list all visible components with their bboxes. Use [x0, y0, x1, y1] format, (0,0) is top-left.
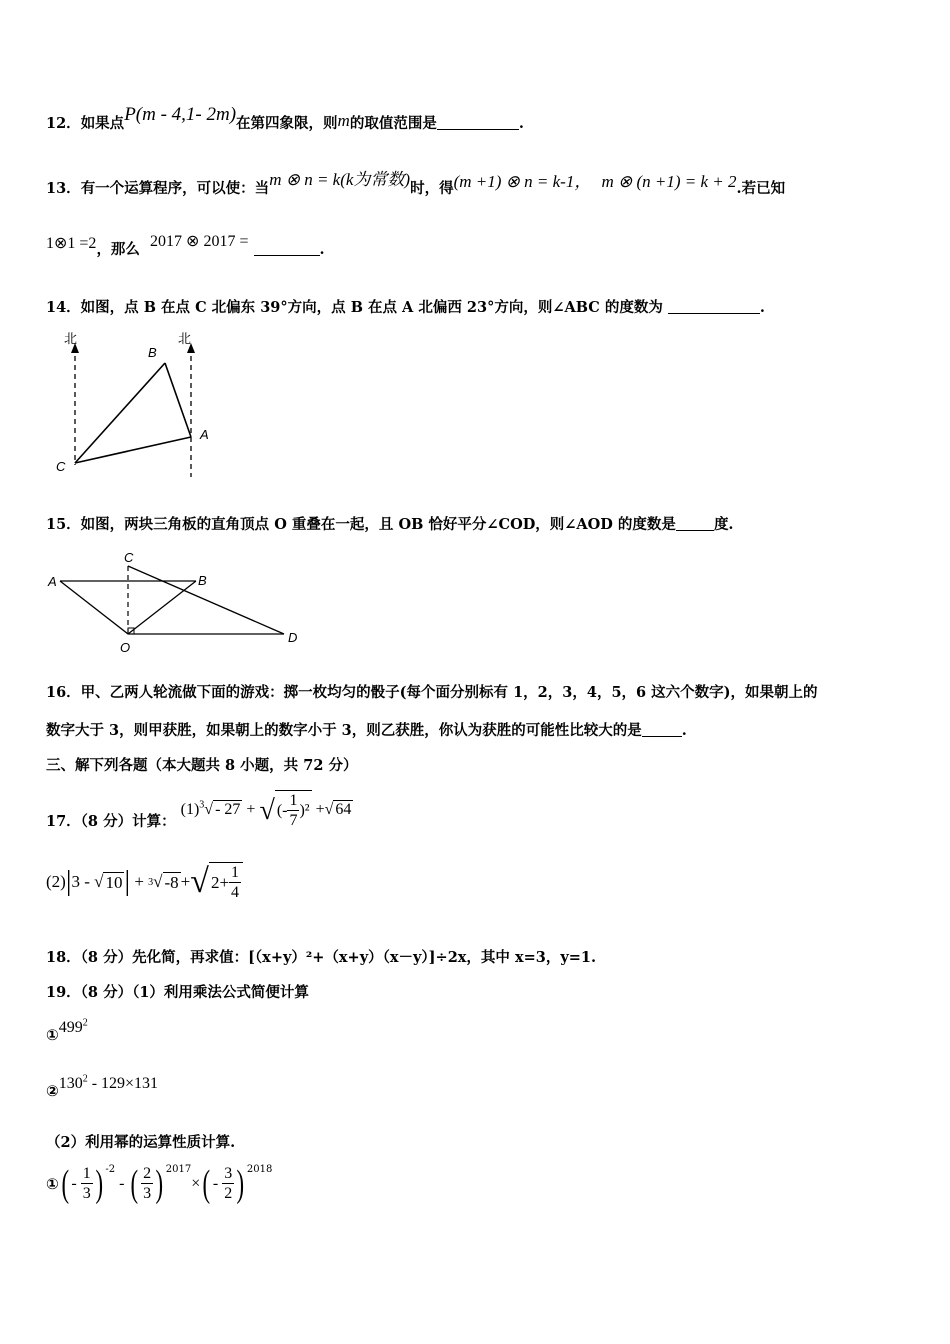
question-16-line2	[46, 719, 687, 740]
math-expression: 1⊗1 =2	[46, 235, 97, 252]
numerator: 1	[289, 792, 298, 809]
label-o: O	[120, 640, 131, 655]
base: 130	[58, 1075, 83, 1093]
operator: +	[246, 800, 256, 818]
question-19-sub2	[46, 1131, 235, 1152]
question-text: 数字大于 3，则甲获胜，如果朝上的数字小于 3，则乙获胜，你认为获胜的可能性比较大的是	[46, 722, 642, 739]
question-text: 如果点	[80, 115, 125, 132]
segment-ba	[165, 363, 191, 437]
question-text: （2）利用幂的运算性质计算.	[46, 1134, 236, 1151]
question-text: 18．（8 分）先化简，再求值：[（x+y）²+（x+y）（x－y）]÷2x，其中 x=3，y=1.	[46, 949, 597, 966]
question-17-part2	[46, 862, 243, 902]
question-12	[46, 104, 524, 134]
answer-blank[interactable]	[254, 241, 320, 256]
math-expression-17-2: (2) | 3 - √ 10 | + 3 √ -8 + √ 2+ $\frac{1}{4}$	[46, 862, 243, 902]
math-variable: m	[337, 111, 350, 130]
question-number: 13．	[46, 180, 81, 197]
figure-14	[48, 325, 223, 485]
denominator: 7	[289, 812, 298, 829]
figure-15	[44, 548, 309, 658]
question-text: ，那么	[96, 241, 140, 258]
label-c: C	[56, 459, 66, 474]
denominator: 2	[224, 1185, 233, 1202]
root-index: 3	[148, 876, 154, 888]
label-d: D	[288, 630, 298, 645]
question-text: 有一个运算程序，可以使：当	[80, 180, 270, 197]
question-number: 12．	[46, 115, 81, 132]
question-16	[46, 681, 818, 702]
base: 499	[58, 1019, 83, 1037]
numerator: 1	[231, 864, 240, 881]
question-number: 17．（8 分）计算：	[46, 812, 176, 830]
part-label: (2)	[46, 872, 66, 891]
question-text: .	[759, 299, 765, 316]
exponent: 2017	[165, 1164, 192, 1175]
math-expression: m ⊗ n = k(k为常数)	[269, 170, 411, 189]
math-expression-19-3: ① ( - $\frac{1}{3}$ ) $^{-2}$ - ( $\frac{2}{3}$ ) $^{2017}$ × ( - $\frac{3}{2}$ ) $^{2018}$	[46, 1162, 273, 1205]
question-text: 14．如图，点 B 在点 C 北偏东 39°方向，点 B 在点 A 北偏西 23°方向，则∠ABC 的度数为	[46, 299, 663, 316]
segment-ob	[128, 581, 196, 634]
exponent: 2	[82, 1074, 88, 1085]
question-text: .若已知	[736, 180, 786, 197]
question-text: 度.	[713, 516, 734, 533]
question-17	[46, 790, 353, 830]
question-13-line2	[46, 233, 325, 259]
question-19-item2	[46, 1074, 159, 1101]
paren: (-	[276, 801, 288, 819]
math-expression: - 129×131	[87, 1075, 159, 1093]
question-13	[46, 170, 786, 198]
question-19-item1	[46, 1018, 88, 1045]
math-expression: (m +1) ⊗ n = k-1，	[453, 172, 592, 191]
answer-blank[interactable]	[437, 115, 519, 130]
root-index: 3	[199, 799, 205, 811]
exponent: -2	[105, 1164, 116, 1175]
question-18	[46, 946, 596, 967]
question-text: 在第四象限，则	[236, 115, 338, 132]
segment-cb	[75, 363, 165, 463]
exponent: 2	[82, 1018, 88, 1029]
question-text: .	[319, 241, 325, 258]
answer-blank[interactable]	[676, 516, 714, 531]
label-b: B	[148, 345, 157, 360]
denominator: 3	[82, 1185, 91, 1202]
question-19	[46, 981, 309, 1002]
question-text: .	[518, 115, 524, 132]
numerator: 3	[224, 1165, 233, 1182]
question-text: 时，得	[410, 180, 454, 197]
math-expression-17-1: $(1)^3√ - 27$ + √ (- $\frac{1}{7}$ )² +√ 64	[180, 792, 352, 829]
math-expression: 2017 ⊗ 2017 =	[150, 233, 249, 250]
label-a: A	[200, 427, 209, 442]
item-marker: ②	[46, 1082, 59, 1101]
math-expression: m ⊗ (n +1) = k + 2	[601, 172, 737, 191]
section-title: 三、解下列各题（本大题共 8 小题，共 72 分）	[46, 757, 358, 774]
item-marker: ①	[46, 1174, 59, 1193]
answer-blank[interactable]	[668, 299, 760, 314]
answer-blank[interactable]	[642, 722, 682, 737]
denominator: 3	[143, 1185, 152, 1202]
abs-content: 3 -	[71, 872, 90, 891]
label-c: C	[124, 550, 134, 565]
math-expression: P(m - 4,1- 2m)	[124, 104, 237, 125]
segment-ca	[75, 437, 191, 463]
label-a: A	[48, 574, 57, 589]
radicand: -8	[164, 872, 179, 892]
question-text: 16．甲、乙两人轮流做下面的游戏：掷一枚均匀的骰子(每个面分别标有 1，2，3，4，5，6 这六个数字)，如果朝上的	[46, 684, 818, 701]
radicand: - 27	[215, 800, 241, 818]
item-marker: ①	[46, 1026, 59, 1045]
denominator: 4	[231, 884, 240, 901]
question-19-sub2-item1	[46, 1164, 272, 1203]
section-heading	[46, 754, 357, 775]
exponent: )²	[299, 801, 310, 819]
radicand: 64	[335, 800, 352, 818]
question-14	[46, 296, 765, 317]
part-label: (1)	[180, 800, 200, 818]
question-text: 19．（8 分）（1）利用乘法公式简便计算	[46, 984, 309, 1001]
question-text: 的取值范围是	[349, 115, 437, 132]
numerator: 1	[82, 1165, 91, 1182]
label-north: 北	[64, 332, 78, 347]
label-north: 北	[178, 332, 192, 347]
exponent: 2018	[246, 1164, 273, 1175]
radicand: 2+	[210, 872, 230, 892]
question-text: 15．如图，两块三角板的直角顶点 O 重叠在一起，且 OB 恰好平分∠COD，则∠AOD 的度数是	[46, 516, 676, 533]
question-15	[46, 513, 734, 534]
radicand: 10	[105, 872, 123, 892]
label-b: B	[198, 573, 207, 588]
sqrt-fraction: √ (- $\frac{1}{7}$ )²	[259, 792, 310, 829]
question-text: .	[681, 722, 687, 739]
numerator: 2	[143, 1165, 152, 1182]
segment-ao	[60, 581, 128, 634]
